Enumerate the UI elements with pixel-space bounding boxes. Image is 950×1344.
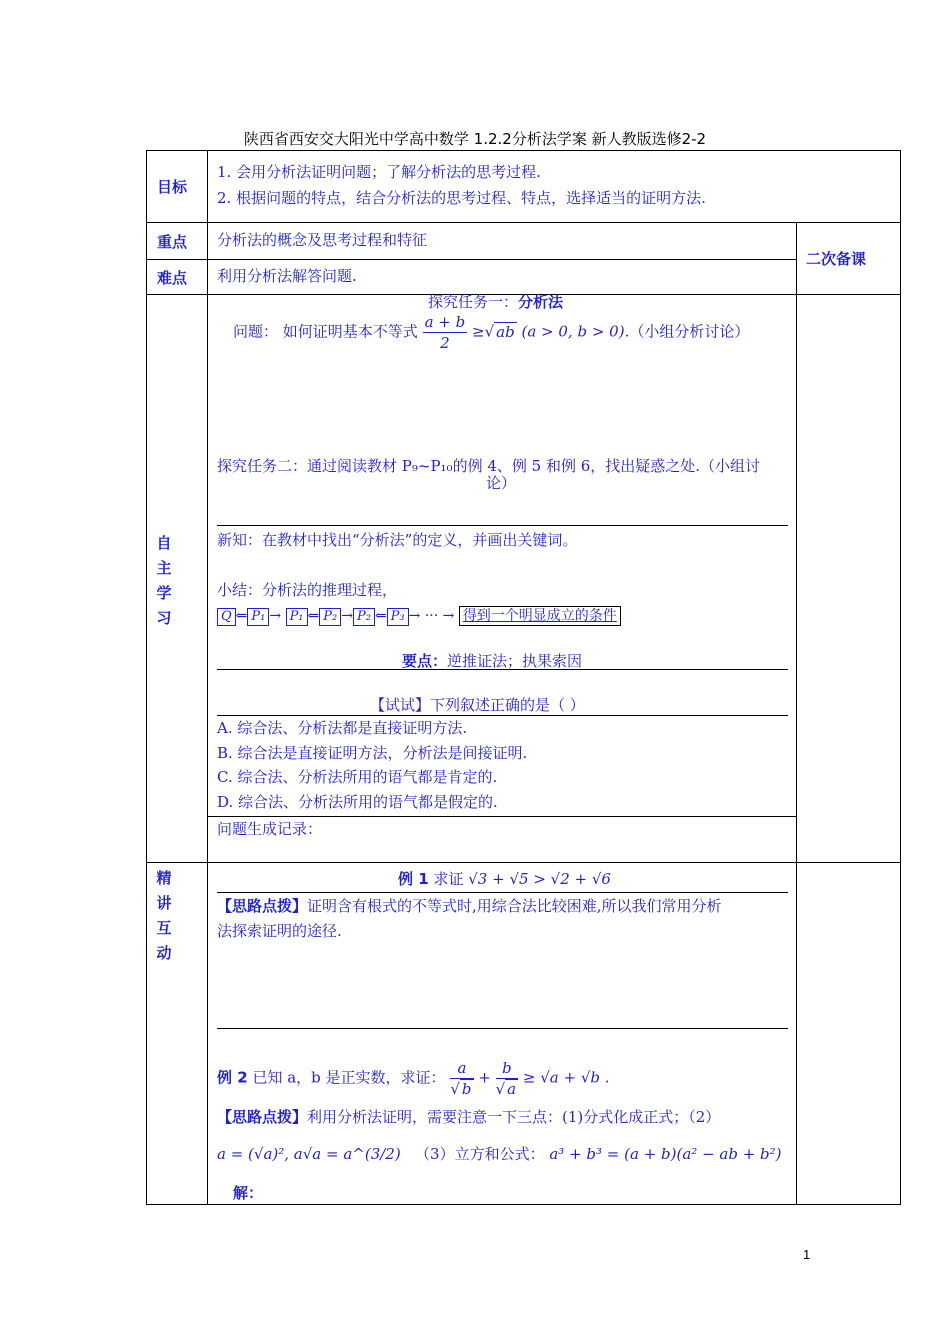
task1-title: 探究任务一：分析法: [428, 293, 564, 311]
record-label: 问题生成记录：: [217, 820, 323, 838]
key-points: 要点：逆推证法；执果索因: [402, 652, 583, 670]
page-number: 1: [803, 1247, 811, 1262]
hint1-line2: 法探索证明的途径.: [217, 922, 342, 940]
chain-p1b: P₁: [286, 608, 308, 626]
task1-question: 问题： 如何证明基本不等式 $\frac{a + b}{2}$ ≥√ ab (a > 0, b > 0).（小组分析讨论）: [233, 313, 750, 352]
divider: [217, 1028, 788, 1029]
hint1-line1: 【思路点拨】证明含有根式的不等式时,用综合法比较困难,所以我们常用分析: [217, 897, 722, 915]
hint2-line2: a = (√a)², a√a = a^(3/2) （3）立方和公式： a³ + b³ = (a + b)(a² − ab + b²): [217, 1145, 782, 1163]
sum-of-cubes-formula: a³ + b³ = (a + b)(a² − ab + b²): [549, 1145, 782, 1163]
hint2-line1: 【思路点拨】利用分析法证明，需要注意一下三点：(1)分式化成正式；（2）: [217, 1108, 721, 1126]
option-d: D. 综合法、分析法所用的语气都是假定的.: [217, 793, 498, 811]
divider: [217, 525, 788, 526]
new-knowledge: 新知：在教材中找出“分析法”的定义，并画出关键词。: [217, 531, 578, 549]
chain-q: Q: [217, 608, 236, 626]
task2-line2: 论）: [486, 474, 517, 492]
goal-item-1: 1. 会用分析法证明问题；了解分析法的思考过程.: [217, 163, 541, 181]
divider: [217, 715, 788, 716]
chain-p2b: P₂: [353, 608, 375, 626]
chain-end-box: 得到一个明显成立的条件: [459, 606, 621, 626]
summary-title: 小结：分析法的推理过程，: [217, 581, 398, 599]
option-a: A. 综合法、分析法都是直接证明方法.: [217, 719, 468, 737]
task2-line1: 探究任务二：通过阅读教材 P₉~P₁₀的例 4、例 5 和例 6，找出疑惑之处.（小组讨: [217, 457, 761, 475]
key-point-text: 分析法的概念及思考过程和特征: [217, 231, 428, 249]
side-note-label: 二次备课: [806, 250, 867, 268]
ex2-fraction-b: $\frac{b}{√ a}$: [495, 1059, 517, 1098]
option-c: C. 综合法、分析法所用的语气都是肯定的.: [217, 768, 498, 786]
solution-label: 解：: [233, 1184, 264, 1202]
option-b: B. 综合法是直接证明方法，分析法是间接证明.: [217, 744, 528, 762]
chain-p3: P₃: [387, 608, 409, 626]
key-point-label: 重点: [157, 233, 188, 251]
hint2-formula: a = (√a)², a√a = a^(3/2): [217, 1145, 401, 1163]
interactive-label: 精 讲 互 动: [156, 869, 172, 962]
example1-formula: √3 + √5 > √2 + √6: [468, 870, 611, 888]
example1: 例 1 求证 √3 + √5 > √2 + √6: [398, 870, 611, 888]
divider: [217, 892, 788, 893]
example2: 例 2 已知 a，b 是正实数，求证： $\frac{a}{√ b}$ + $\frac{b}{√ a}$ ≥ √a + √b .: [217, 1059, 610, 1098]
page-header: 陕西省西安交大阳光中学高中数学 1.2.2分析法学案 新人教版选修2-2: [243, 130, 707, 148]
chain-p1: P₁: [247, 608, 269, 626]
chain-p2: P₂: [319, 608, 341, 626]
self-study-label: 自 主 学 习: [156, 534, 172, 627]
difficulty-text: 利用分析法解答问题.: [217, 267, 357, 285]
question-fraction: $\frac{a + b}{2}$: [424, 313, 466, 352]
ex2-fraction-a: $\frac{a}{√ b}$: [450, 1059, 472, 1098]
difficulty-label: 难点: [157, 269, 188, 287]
goal-item-2: 2. 根据问题的特点，结合分析法的思考过程、特点，选择适当的证明方法.: [217, 189, 706, 207]
try-heading: 【试试】下列叙述正确的是（ ）: [370, 696, 585, 714]
reasoning-chain: Q ⇐ P₁ → P₁ ⇐ P₂ → P₂ ⇐ P₃ → ··· → 得到一个明显成立的条件: [217, 605, 621, 627]
goal-label: 目标: [157, 178, 188, 196]
